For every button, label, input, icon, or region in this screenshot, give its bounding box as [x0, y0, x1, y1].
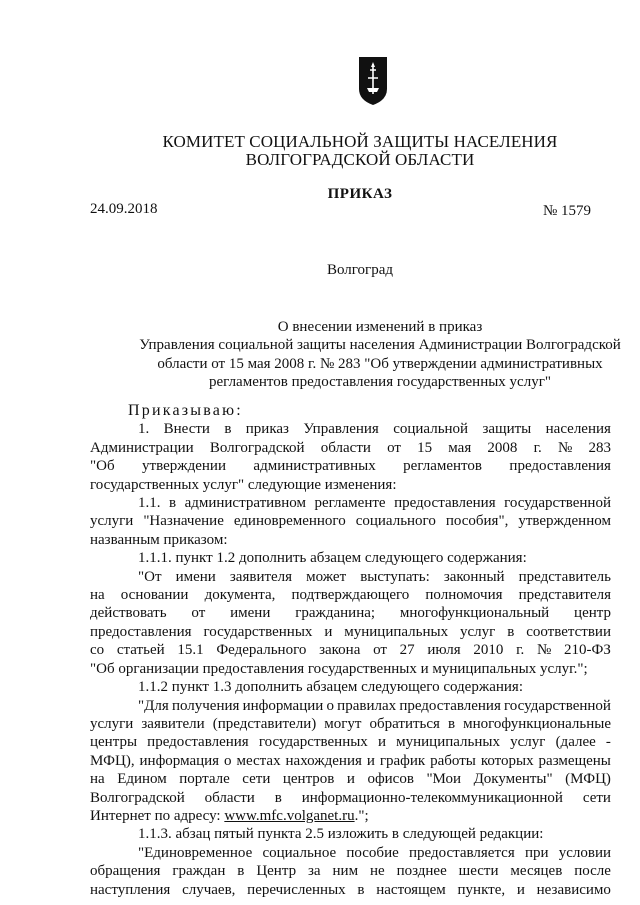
- organization-name-line1: КОМИТЕТ СОЦИАЛЬНОЙ ЗАЩИТЫ НАСЕЛЕНИЯ: [162, 132, 558, 151]
- body-line: Администрации Волгоградской области от 15 мая 2008 г. № 283: [90, 439, 611, 456]
- body-line: "Об утверждении административных регламентов предоставления: [90, 458, 611, 475]
- city-name: Волгоград: [326, 262, 393, 278]
- body-line: услуги "Назначение единовременного социального пособия", утвержденном: [90, 513, 611, 530]
- body-line: на основании документа, подтверждающего полномочия представителя: [90, 587, 611, 604]
- body-line: 1.1.1. пункт 1.2 дополнить абзацем следующего содержания:: [138, 550, 527, 567]
- body-line: "Для получения информации о правилах предоставления государственной: [138, 697, 611, 714]
- body-line: государственных услуг" следующие изменения:: [90, 476, 397, 493]
- coat-of-arms-icon: [358, 56, 388, 106]
- body-line: предоставления государственных и муниципальных услуг в соответствии: [90, 623, 611, 640]
- body-line: 1.1.3. абзац пятый пункта 2.5 изложить в следующей редакции:: [138, 826, 544, 843]
- order-word: Приказываю:: [128, 402, 243, 419]
- subject-line: области от 15 мая 2008 г. № 283 "Об утверждении административных: [157, 356, 603, 372]
- document-title: ПРИКАЗ: [327, 186, 393, 202]
- subject-line: регламентов предоставления государственных услуг": [209, 374, 551, 390]
- body-line: 1.1. в административном регламенте предоставления государственной: [138, 495, 611, 512]
- body-line: 1. Внести в приказ Управления социальной защиты населения: [138, 421, 611, 438]
- subject-line: О внесении изменений в приказ: [277, 319, 483, 335]
- body-line: центры предоставления государственных и муниципальных услуг (далее -: [90, 734, 611, 751]
- body-line: обращения граждан в Центр за ним не позднее шести месяцев после: [90, 863, 611, 880]
- document-date: 24.09.2018: [90, 201, 158, 217]
- subject-line: Управления социальной защиты населения Администрации Волгоградской: [139, 337, 621, 353]
- body-line: услуги заявители (представители) могут обратиться в многофункциональные: [90, 715, 611, 732]
- body-line: действовать от имени гражданина; многофункциональный центр: [90, 605, 611, 622]
- mfc-website-link[interactable]: www.mfc.volganet.ru: [224, 807, 355, 824]
- document-number: № 1579: [543, 203, 592, 219]
- body-line: Интернет по адресу: www.mfc.volganet.ru.";: [90, 807, 369, 824]
- body-line: "Об организации предоставления государственных и муниципальных услуг.";: [90, 660, 588, 677]
- body-line: 1.1.2 пункт 1.3 дополнить абзацем следующего содержания:: [138, 679, 523, 696]
- body-line: Волгоградской области в информационно-телекоммуникационной сети: [90, 789, 611, 806]
- body-line: названным приказом:: [90, 531, 228, 548]
- document-body: [90, 402, 611, 899]
- body-line: "От имени заявителя может выступать: законный представитель: [138, 568, 611, 585]
- body-line: "Единовременное социальное пособие предоставляется при условии: [138, 844, 611, 861]
- body-line: на Едином портале сети центров и офисов "Мои Документы" (МФЦ): [90, 771, 611, 788]
- organization-name-line2: ВОЛГОГРАДСКОЙ ОБЛАСТИ: [245, 150, 475, 169]
- body-line: МФЦ), информация о местах нахождения и график работы которых размещены: [90, 752, 611, 769]
- body-line: наступления случаев, перечисленных в настоящем пункте, и независимо: [90, 881, 611, 898]
- body-line: со статьей 15.1 Федерального закона от 27 июля 2010 г. № 210-ФЗ: [90, 642, 611, 659]
